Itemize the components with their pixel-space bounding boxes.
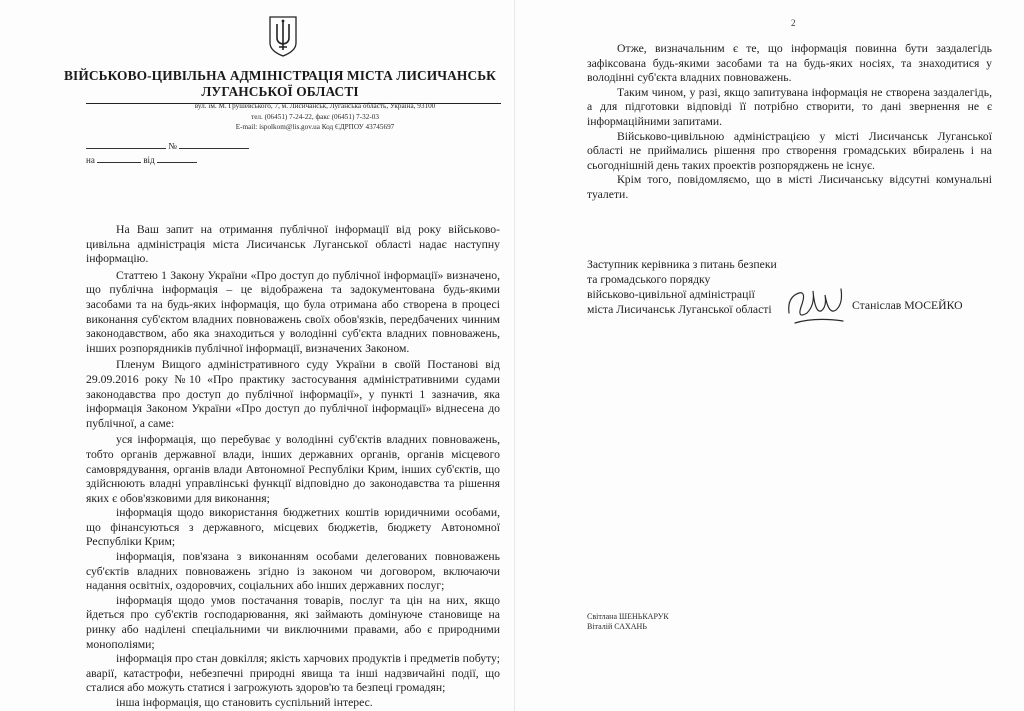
page-number: 2 [791, 18, 796, 28]
organization-title: ВІЙСЬКОВО-ЦИВІЛЬНА АДМІНІСТРАЦІЯ МІСТА ЛИСИЧАНСЬК ЛУГАНСЬКОЇ ОБЛАСТІ [64, 68, 496, 99]
list-paragraph: інформація про стан довкілля; якість харчових продуктів і предметів побуту; аварії, катастрофи, небезпечні природні явища та інші надзвичайні події, що сталися або можуть статися і загрожують здоров'ю та безпеці громадян; [86, 652, 500, 695]
reg-on-label: на [86, 155, 95, 165]
reference-line [86, 154, 197, 165]
letter-body-continued [587, 42, 992, 203]
signatory-name: Станіслав МОСЕЙКО [852, 299, 963, 312]
registration-number-line [86, 140, 249, 151]
reg-number-label: № [168, 141, 177, 151]
paragraph: Таким чином, у разі, якщо запитувана інформація не створена заздалегідь, а для підготовки відповіді її потрібно створити, то дані звернення не є інформаційними запитами. [587, 85, 992, 128]
executors-list: Світлана ШЕНЬКАРУК Віталій САХАНЬ [587, 612, 669, 631]
paragraph: Статтею 1 Закону України «Про доступ до публічної інформації» визначено, що публічна інформація – це відображена та задокументована будь-якими засобами та на будь-яких інформація, що була отримана або створена в процесі виконання суб'єктом владних повноважень своїх обов'язків, передбачених чинним законодавством, або яка знаходиться у володінні суб'єкта владних повноважень, інших розпорядників публічної інформації, визначених Законом. [86, 268, 500, 355]
org-phones: тел. (06451) 7-24-22, факс (06451) 7-32-03 [251, 113, 379, 121]
paragraph: Отже, визначальним є те, що інформація повинна бути заздалегідь зафіксована будь-якими засобами та на будь-яких носіях, та знаходитися у володінні суб'єкта владних повноважень. [587, 42, 992, 85]
list-paragraph: інформація щодо використання бюджетних коштів юридичними особами, що фінансуються з державного, місцевих бюджетів, бюджету Автономної Республіки Крим; [86, 506, 500, 549]
org-email-code: E-mail: ispolkom@lis.gov.ua Код ЄДРПОУ 43745697 [235, 123, 395, 131]
org-address: вул. ім. М. Грушевського, 7, м. Лисичанськ, Луганська область, Україна, 93100 [194, 102, 436, 110]
list-paragraph: уся інформація, що перебуває у володінні суб'єктів владних повноважень, тобто органів державної влади, інших державних органів, органів місцевого самоврядування, органів влади Автономної Республіки Крим, інших суб'єктів, що здійснюють владні управлінські функції відповідно до законодавства та рішення яких є обов'язковими для виконання; [86, 433, 500, 505]
handwritten-signature-icon [785, 283, 847, 327]
paragraph: Крім того, повідомляємо, що в місті Лисичанську відсутні комунальні туалети. [587, 173, 992, 201]
signatory-position: Заступник керівника з питань безпеки та громадського порядку військово-цивільної адміністрації міста Лисичанськ Луганської області [587, 258, 777, 316]
list-paragraph: інформація щодо умов постачання товарів, послуг та цін на них, якщо йдеться про суб'єктів господарювання, які займають домінуюче становище на ринку або наділені спеціальними чи виключними правами, або є природними монополіями; [86, 593, 500, 651]
trident-emblem-icon [267, 14, 299, 58]
paragraph: Військово-цивільною адміністрацією у місті Лисичанськ Луганської області не приймались рішення про створення громадських вбиралень і на сьогоднішній день таких проектів розпоряджень не існує. [587, 129, 992, 172]
letter-body [86, 223, 500, 711]
letter-page-2 [514, 0, 1024, 711]
paragraph: Пленум Вищого адміністративного суду України в своїй Постанові від 29.09.2016 року №10 «Про практику застосування адміністративними судами законодавства про доступ до публічної інформації», у пункті 1 зазначив, яка інформація Законом України «Про доступ до публічної інформації» віднесена до публічної, а саме: [86, 358, 500, 430]
paragraph: На Ваш запит на отримання публічної інформації від року військово-цивільна адміністрація міста Лисичанськ Луганської області надає наступну інформацію. [86, 223, 500, 266]
list-paragraph: інша інформація, що становить суспільний інтерес. [116, 696, 373, 709]
reg-from-label: від [143, 155, 155, 165]
list-paragraph: інформація, пов'язана з виконанням особами делегованих повноважень суб'єктів владних повноважень згідно із законом чи договором, включаючи надання освітніх, оздоровчих, соціальних або інших державних послуг; [86, 550, 500, 593]
